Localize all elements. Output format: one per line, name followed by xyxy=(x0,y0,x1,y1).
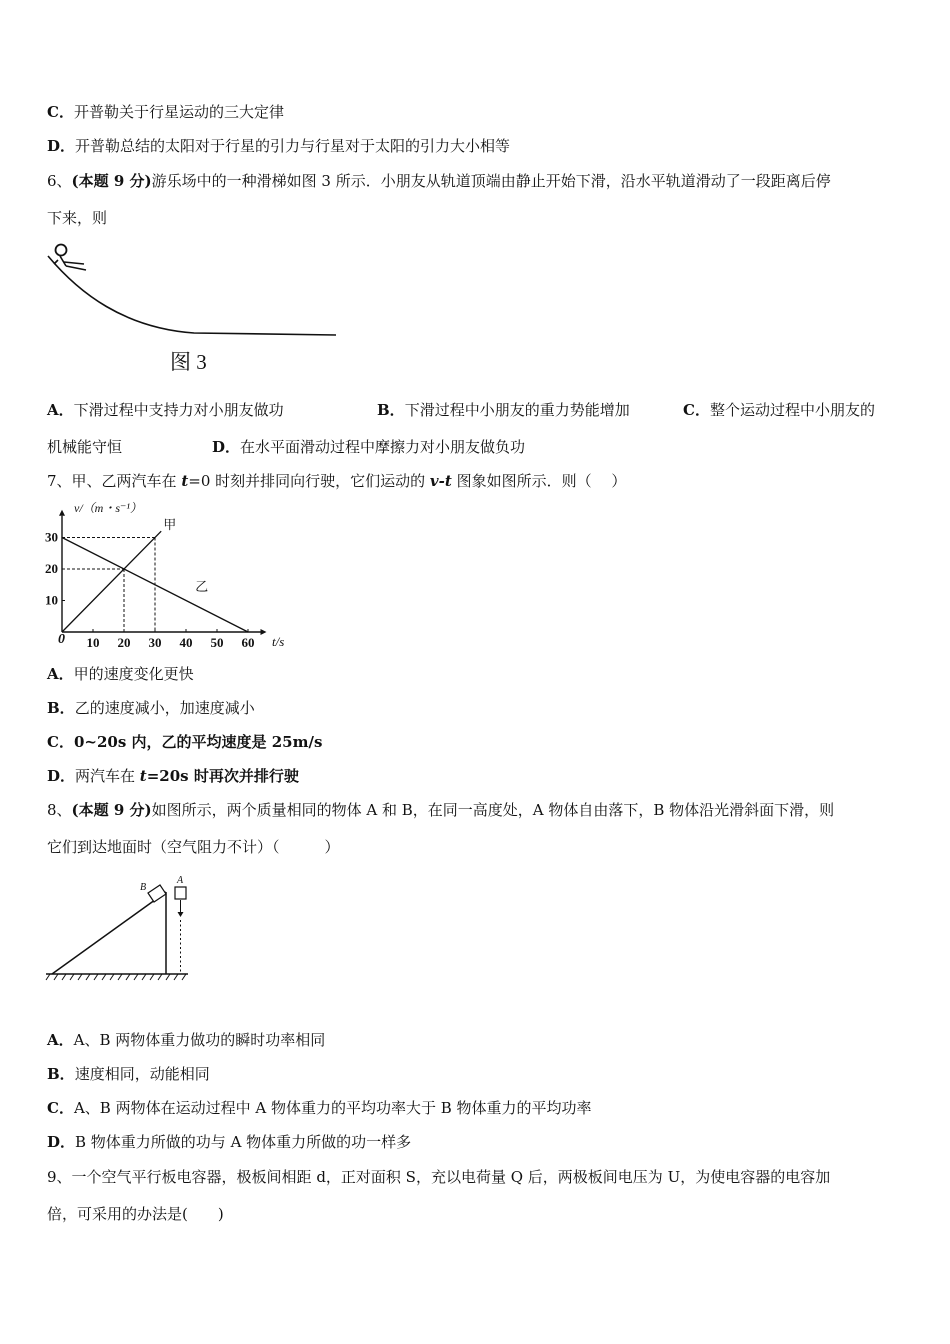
question-stem: 下来，则 xyxy=(47,209,108,227)
option-label: C． xyxy=(47,733,74,751)
question-stem: 一个空气平行板电容器，极板间相距 d，正对面积 S，充以电荷量 Q 后，两极板间电压为 U，为使电容器的电容加 xyxy=(71,1168,831,1186)
option-label: A． xyxy=(47,1031,74,1049)
question-stem: 它们到达地面时（空气阻力不计）（ ） xyxy=(47,838,340,856)
q7-option-b xyxy=(47,698,255,718)
option-label: D． xyxy=(47,137,76,155)
option-text: 机械能守恒 xyxy=(47,438,123,456)
x-axis-label: t/s xyxy=(272,634,285,649)
option-label: D． xyxy=(47,767,76,785)
question-number: 9、 xyxy=(47,1168,72,1186)
option-text: 乙的速度减小，加速度减小 xyxy=(74,699,255,717)
q6-stem-line2 xyxy=(47,208,107,228)
slide-track xyxy=(48,256,336,335)
q5-option-c xyxy=(47,102,284,122)
question-number: 6、 xyxy=(47,172,72,190)
option-label: C． xyxy=(683,401,710,419)
option-text: 0~20s 内，乙的平均速度是 25m/s xyxy=(73,733,323,751)
question-number: 8、 xyxy=(47,801,72,819)
option-text: 两汽车在 xyxy=(75,767,140,785)
x-axis-arrow xyxy=(261,629,267,635)
q6-option-c-cont xyxy=(47,437,122,457)
y-axis-arrow xyxy=(59,510,65,516)
option-text: 下滑过程中支持力对小朋友做功 xyxy=(73,401,284,419)
y-tick-label: 10 xyxy=(45,592,58,608)
series-label: 乙 xyxy=(195,579,209,595)
option-text: 在水平面滑动过程中摩擦力对小朋友做负功 xyxy=(240,438,526,456)
q8-option-a xyxy=(47,1030,325,1050)
variable-vt: v-t xyxy=(429,472,452,490)
block-b xyxy=(148,885,166,902)
question-stem: 如图所示，两个质量相同的物体 A 和 B，在同一高度处，A 物体自由落下，B 物体沿光滑斜面下滑，则 xyxy=(151,801,835,819)
variable-t: t xyxy=(181,472,189,490)
q9-stem-line2 xyxy=(47,1204,224,1224)
option-text: =20s 时再次并排行驶 xyxy=(146,767,299,785)
option-label: A． xyxy=(47,401,74,419)
option-text: A、B 两物体在运动过程中 A 物体重力的平均功率大于 B 物体重力的平均功率 xyxy=(73,1099,592,1117)
series-label: 甲 xyxy=(163,517,177,533)
incline-figure xyxy=(44,870,194,990)
q7-option-d xyxy=(47,766,299,786)
x-tick-label: 40 xyxy=(179,635,193,650)
q9-stem-line1 xyxy=(47,1167,830,1187)
option-label: D． xyxy=(212,438,241,456)
question-stem: 游乐场中的一种滑梯如图 3 所示．小朋友从轨道顶端由静止开始下滑，沿水平轨道滑动了一段距离后停 xyxy=(151,172,831,190)
option-text: 速度相同，动能相同 xyxy=(74,1065,210,1083)
option-text: 甲的速度变化更快 xyxy=(73,665,194,683)
incline-slope xyxy=(52,892,166,974)
question-number: 7、 xyxy=(47,472,72,490)
variable-t: t xyxy=(139,767,147,785)
q8-stem-line1 xyxy=(47,800,834,820)
block-a xyxy=(175,887,186,899)
figure-caption: 图 3 xyxy=(170,350,207,374)
option-label: C． xyxy=(47,103,74,121)
y-tick-label: 20 xyxy=(45,561,58,576)
option-label: B． xyxy=(47,1065,75,1083)
fall-arrowhead xyxy=(178,912,184,917)
series-line-jia xyxy=(62,531,161,632)
x-tick-label: 20 xyxy=(117,635,131,650)
q7-option-c xyxy=(47,732,322,752)
option-text: B 物体重力所做的功与 A 物体重力所做的功一样多 xyxy=(75,1133,412,1151)
origin-label: 0 xyxy=(58,632,65,647)
x-tick-label: 60 xyxy=(241,635,255,650)
option-label: B． xyxy=(47,699,75,717)
option-label: D． xyxy=(47,1133,76,1151)
y-axis-label: v/（m・s⁻¹） xyxy=(74,501,142,515)
question-stem: 甲、乙两汽车在 xyxy=(71,472,182,490)
x-tick-label: 10 xyxy=(86,635,100,650)
y-tick-label: 30 xyxy=(45,529,58,545)
option-text: A、B 两物体重力做功的瞬时功率相同 xyxy=(73,1031,326,1049)
q6-option-c xyxy=(683,400,875,420)
ground-hatching xyxy=(46,974,186,980)
q8-option-b xyxy=(47,1064,210,1084)
option-text: 开普勒关于行星运动的三大定律 xyxy=(73,103,284,121)
slide-figure xyxy=(44,238,344,378)
question-stem: 倍，可采用的办法是( ) xyxy=(47,1205,224,1223)
q7-stem xyxy=(47,471,626,491)
q6-stem-line1 xyxy=(47,171,831,191)
option-label: C． xyxy=(47,1099,74,1117)
option-text: 开普勒总结的太阳对于行星的引力与行星对于太阳的引力大小相等 xyxy=(75,137,511,155)
label-a: A xyxy=(177,875,184,886)
question-meta: (本题 9 分) xyxy=(71,801,152,819)
question-stem: 图象如图所示．则（ ） xyxy=(451,472,627,490)
q8-option-c xyxy=(47,1098,592,1118)
child-head-icon xyxy=(56,245,67,256)
option-label: A． xyxy=(47,665,74,683)
q6-option-b xyxy=(377,400,630,420)
q5-option-d xyxy=(47,136,510,156)
q7-option-a xyxy=(47,664,194,684)
vt-chart xyxy=(40,498,300,656)
question-stem: =0 时刻并排同向行驶，它们运动的 xyxy=(188,472,430,490)
q6-options-line1 xyxy=(47,400,284,420)
q8-option-d xyxy=(47,1132,411,1152)
x-tick-label: 50 xyxy=(210,635,224,650)
q6-option-d xyxy=(212,437,525,457)
option-text: 整个运动过程中小朋友的 xyxy=(709,401,875,419)
x-tick-label: 30 xyxy=(148,635,162,650)
label-b: B xyxy=(140,882,147,893)
q8-stem-line2 xyxy=(47,837,340,857)
option-text: 下滑过程中小朋友的重力势能增加 xyxy=(404,401,630,419)
question-meta: (本题 9 分) xyxy=(71,172,152,190)
option-label: B． xyxy=(377,401,405,419)
